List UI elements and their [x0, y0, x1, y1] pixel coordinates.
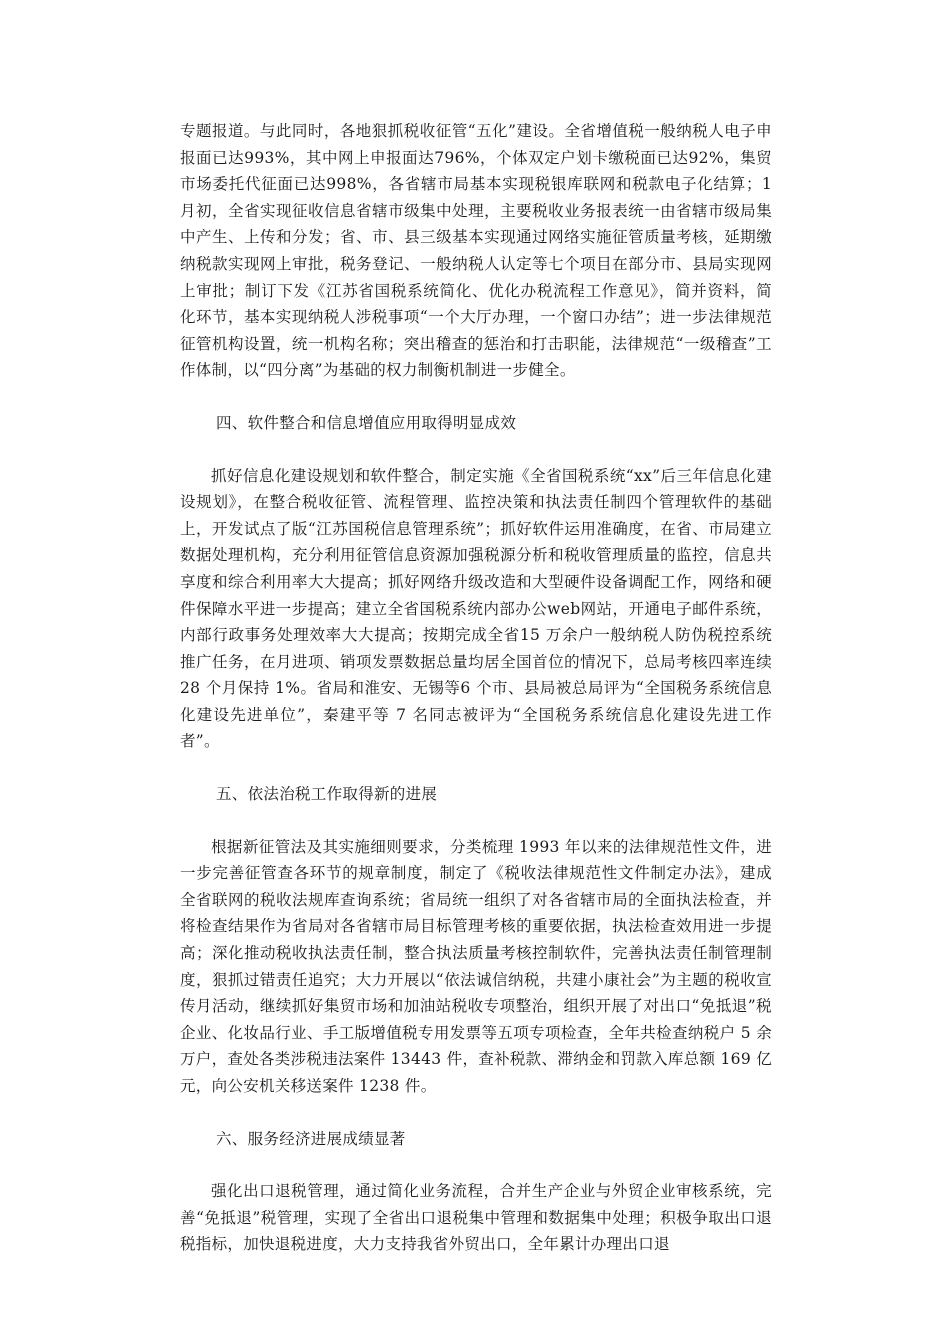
paragraph-rule-of-law: 根据新征管法及其实施细则要求，分类梳理 1993 年以来的法律规范性文件，进一步完善征管查各环节的规章制度，制定了《税收法律规范性文件制定办法》，建成全省联网的税收法规库查询系统；省局统一组织了对各省辖市局的全面执法检查，并将检查结果作为省局对各省辖市局目标管理考核的重要依据，执法检查效用进一步提高；深化推动税收执法责任制，整合执法质量考核控制软件，完善执法责任制管理制度，狠抓过错责任追究；大力开展以“依法诚信纳税，共建小康社会”为主题的税收宣传月活动，继续抓好集贸市场和加油站税收专项整治，组织开展了对出口“免抵退”税企业、化妆品行业、手工版增值税专用发票等五项专项检查，全年共检查纳税户 5 余万户，查处各类涉税违法案件 13443 件，查补税款、滞纳金和罚款入库总额 169 亿元，向公安机关移送案件 1238 件。 [180, 837, 773, 1095]
section-heading-4: 四、软件整合和信息增值应用取得明显成效 [216, 413, 517, 432]
paragraph-export-rebate: 强化出口退税管理，通过简化业务流程，合并生产企业与外贸企业审核系统，完善“免抵退”税管理，实现了全省出口退税集中管理和数据集中处理；积极争取出口退税指标，加快退税进度，大力支持我省外贸出口，全年累计办理出口退 [180, 1182, 772, 1254]
section-heading-6: 六、服务经济进展成绩显著 [216, 1129, 406, 1148]
paragraph-software-integration: 抓好信息化建设规划和软件整合，制定实施《全省国税系统“xx”后三年信息化建设规划》，在整合税收征管、流程管理、监控决策和执法责任制四个管理软件的基础上，开发试点了版“江苏国税信息管理系统”；抓好软件运用准确度，在省、市局建立数据处理机构，充分利用征管信息资源加强税源分析和税收管理质量的监控，信息共享度和综合利用率大大提高；抓好网络升级改造和大型硬件设备调配工作，网络和硬件保障水平进一步提高；建立全省国税系统内部办公web网站，开通电子邮件系统，内部行政事务处理效率大大提高；按期完成全省15 万余户一般纳税人防伪税控系统推广任务，在月进项、销项发票数据总量均居全国首位的情况下，总局考核四率连续 28 个月保持 1%。省局和淮安、无锡等6 个市、县局被总局评为“全国税务系统信息化建设先进单位”，秦建平等 7 名同志被评为“全国税务系统信息化建设先进工作者”。 [180, 466, 772, 751]
section-heading-5: 五、依法治税工作取得新的进展 [216, 785, 438, 804]
document-page [180, 118, 772, 1258]
paragraph-tax-collection: 专题报道。与此同时，各地狠抓税收征管“五化”建设。全省增值税一般纳税人电子申报面已达993%，其中网上申报面达796%，个体双定户划卡缴税面已达92%，集贸市场委托代征面已达998%，各省辖市局基本实现税银库联网和税款电子化结算；1月初，全省实现征收信息省辖市级集中处理，主要税收业务报表统一由省辖市级局集中产生、上传和分发；省、市、县三级基本实现通过网络实施征管质量考核，延期缴纳税款实现网上审批，税务登记、一般纳税人认定等七个项目在部分市、县局实现网上审批；制订下发《江苏省国税系统简化、优化办税流程工作意见》，简并资料，简化环节，基本实现纳税人涉税事项“一个大厅办理，一个窗口办结”；进一步法律规范征管机构设置，统一机构名称；突出稽查的惩治和打击职能，法律规范“一级稽查”工作体制，以“四分离”为基础的权力制衡机制进一步健全。 [180, 122, 772, 380]
